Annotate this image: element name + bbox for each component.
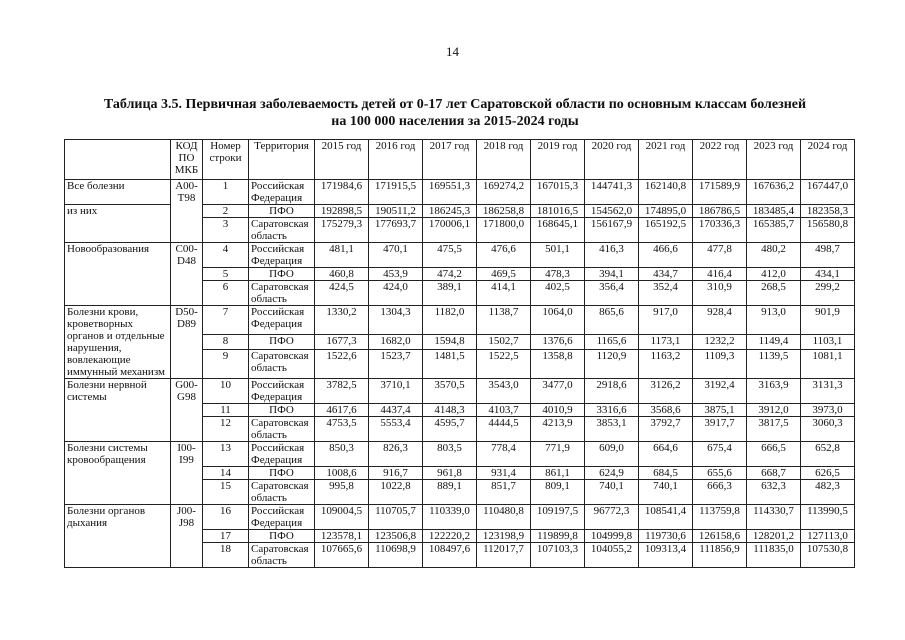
rate-value: 1304,3: [369, 306, 423, 335]
rate-value: 110480,8: [477, 505, 531, 530]
rate-value: 3568,6: [639, 404, 693, 417]
header-year: 2022 год: [693, 140, 747, 180]
rate-value: 113990,5: [801, 505, 855, 530]
rate-value: 466,6: [639, 243, 693, 268]
rate-value: 177693,7: [369, 218, 423, 243]
rate-value: 268,5: [747, 281, 801, 306]
rate-value: 186258,8: [477, 205, 531, 218]
rate-value: 112017,7: [477, 543, 531, 568]
rate-value: 684,5: [639, 467, 693, 480]
rate-value: 412,0: [747, 268, 801, 281]
rate-value: 809,1: [531, 480, 585, 505]
header-class: [65, 140, 171, 180]
row-number: 5: [203, 268, 249, 281]
rate-value: 181016,5: [531, 205, 585, 218]
rate-value: 995,8: [315, 480, 369, 505]
header-row-number: Номер строки: [203, 140, 249, 180]
disease-class-name: Болезни нервной системы: [67, 379, 147, 403]
rate-value: 111835,0: [747, 543, 801, 568]
table-row: [65, 442, 855, 467]
rate-value: 1139,5: [747, 350, 801, 379]
rate-value: 740,1: [585, 480, 639, 505]
rate-value: 154562,0: [585, 205, 639, 218]
row-number: 14: [203, 467, 249, 480]
rate-value: 1163,2: [639, 350, 693, 379]
territory-name: Российская Федерация: [249, 505, 315, 530]
rate-value: 127113,0: [801, 530, 855, 543]
territory-name: ПФО: [249, 530, 315, 543]
rate-value: 3973,0: [801, 404, 855, 417]
rate-value: 3853,1: [585, 417, 639, 442]
rate-value: 655,6: [693, 467, 747, 480]
disease-class-subnote: из них: [65, 205, 171, 243]
table-title-line-2: на 100 000 населения за 2015-2024 годы: [331, 114, 579, 129]
territory-name: Саратовская область: [249, 281, 315, 306]
rate-value: 119730,6: [639, 530, 693, 543]
rate-value: 1149,4: [747, 334, 801, 349]
rate-value: 128201,2: [747, 530, 801, 543]
rate-value: 626,5: [801, 467, 855, 480]
rate-value: 5553,4: [369, 417, 423, 442]
rate-value: 666,3: [693, 480, 747, 505]
row-number: 15: [203, 480, 249, 505]
header-territory: Территория: [249, 140, 315, 180]
rate-value: 310,9: [693, 281, 747, 306]
disease-class-cell: [65, 379, 171, 442]
disease-class-name: Все болезни: [67, 180, 125, 192]
header-year: 2018 год: [477, 140, 531, 180]
territory-name: ПФО: [249, 268, 315, 281]
rate-value: 3710,1: [369, 379, 423, 404]
rate-value: 3792,7: [639, 417, 693, 442]
table-row: [65, 379, 855, 404]
disease-class-cell: [65, 505, 171, 568]
rate-value: 609,0: [585, 442, 639, 467]
rate-value: 1522,6: [315, 350, 369, 379]
rate-value: 1522,5: [477, 350, 531, 379]
rate-value: 4444,5: [477, 417, 531, 442]
header-year: 2024 год: [801, 140, 855, 180]
disease-class-name: Болезни крови, кроветворных органов и отдельные нарушения, вовлекающие иммунный механизм: [67, 306, 165, 378]
rate-value: 826,3: [369, 442, 423, 467]
rate-value: 113759,8: [693, 505, 747, 530]
header-year: 2019 год: [531, 140, 585, 180]
rate-value: 165385,7: [747, 218, 801, 243]
rate-value: 1103,1: [801, 334, 855, 349]
table-title: [60, 96, 850, 130]
rate-value: 740,1: [639, 480, 693, 505]
rate-value: 4595,7: [423, 417, 477, 442]
rate-value: 1173,1: [639, 334, 693, 349]
rate-value: 107103,3: [531, 543, 585, 568]
territory-name: ПФО: [249, 404, 315, 417]
row-number: 8: [203, 334, 249, 349]
territory-name: Саратовская область: [249, 480, 315, 505]
rate-value: 107665,6: [315, 543, 369, 568]
rate-value: 1232,2: [693, 334, 747, 349]
rate-value: 3570,5: [423, 379, 477, 404]
territory-name: ПФО: [249, 467, 315, 480]
rate-value: 1120,9: [585, 350, 639, 379]
rate-value: 4437,4: [369, 404, 423, 417]
rate-value: 110339,0: [423, 505, 477, 530]
rate-value: 1523,7: [369, 350, 423, 379]
row-number: 4: [203, 243, 249, 268]
rate-value: 4148,3: [423, 404, 477, 417]
disease-class-cell: [65, 180, 171, 205]
row-number: 13: [203, 442, 249, 467]
rate-value: 123578,1: [315, 530, 369, 543]
rate-value: 434,1: [801, 268, 855, 281]
rate-value: 901,9: [801, 306, 855, 335]
rate-value: 652,8: [801, 442, 855, 467]
rate-value: 803,5: [423, 442, 477, 467]
rate-value: 961,8: [423, 467, 477, 480]
rate-value: 192898,5: [315, 205, 369, 218]
rate-value: 165192,5: [639, 218, 693, 243]
rate-value: 469,5: [477, 268, 531, 281]
rate-value: 1138,7: [477, 306, 531, 335]
rate-value: 3817,5: [747, 417, 801, 442]
rate-value: 107530,8: [801, 543, 855, 568]
rate-value: 424,0: [369, 281, 423, 306]
rate-value: 3163,9: [747, 379, 801, 404]
territory-name: Российская Федерация: [249, 180, 315, 205]
rate-value: 3131,3: [801, 379, 855, 404]
header-year: 2017 год: [423, 140, 477, 180]
disease-class-name: Болезни органов дыхания: [67, 505, 146, 529]
rate-value: 4213,9: [531, 417, 585, 442]
rate-value: 3477,0: [531, 379, 585, 404]
row-number: 10: [203, 379, 249, 404]
icd-code: G00-G98: [171, 379, 203, 442]
rate-value: 170006,1: [423, 218, 477, 243]
disease-class-name: Болезни системы кровообращения: [67, 442, 148, 466]
rate-value: 109004,5: [315, 505, 369, 530]
rate-value: 1358,8: [531, 350, 585, 379]
rate-value: 1165,6: [585, 334, 639, 349]
rate-value: 470,1: [369, 243, 423, 268]
rate-value: 434,7: [639, 268, 693, 281]
rate-value: 174895,0: [639, 205, 693, 218]
rate-value: 109197,5: [531, 505, 585, 530]
rate-value: 416,4: [693, 268, 747, 281]
rate-value: 3543,0: [477, 379, 531, 404]
rate-value: 402,5: [531, 281, 585, 306]
row-number: 12: [203, 417, 249, 442]
rate-value: 183485,4: [747, 205, 801, 218]
rate-value: 2918,6: [585, 379, 639, 404]
table-body: [65, 180, 855, 568]
rate-value: 110698,9: [369, 543, 423, 568]
rate-value: 114330,7: [747, 505, 801, 530]
rate-value: 169551,3: [423, 180, 477, 205]
rate-value: 3912,0: [747, 404, 801, 417]
rate-value: 666,5: [747, 442, 801, 467]
rate-value: 481,1: [315, 243, 369, 268]
rate-value: 1594,8: [423, 334, 477, 349]
rate-value: 299,2: [801, 281, 855, 306]
rate-value: 109313,4: [639, 543, 693, 568]
rate-value: 4010,9: [531, 404, 585, 417]
rate-value: 156580,8: [801, 218, 855, 243]
rate-value: 913,0: [747, 306, 801, 335]
rate-value: 170336,3: [693, 218, 747, 243]
rate-value: 1182,0: [423, 306, 477, 335]
disease-class-cell: [65, 442, 171, 505]
table-row: [65, 243, 855, 268]
territory-name: Российская Федерация: [249, 379, 315, 404]
rate-value: 104055,2: [585, 543, 639, 568]
rate-value: 171800,0: [477, 218, 531, 243]
rate-value: 156167,9: [585, 218, 639, 243]
rate-value: 1022,8: [369, 480, 423, 505]
header-year: 2020 год: [585, 140, 639, 180]
rate-value: 482,3: [801, 480, 855, 505]
icd-code: C00-D48: [171, 243, 203, 306]
territory-name: Российская Федерация: [249, 306, 315, 335]
rate-value: 475,5: [423, 243, 477, 268]
rate-value: 108541,4: [639, 505, 693, 530]
rate-value: 144741,3: [585, 180, 639, 205]
rate-value: 167636,2: [747, 180, 801, 205]
rate-value: 104999,8: [585, 530, 639, 543]
rate-value: 916,7: [369, 467, 423, 480]
disease-class-name: Новообразования: [67, 243, 150, 255]
row-number: 6: [203, 281, 249, 306]
rate-value: 3875,1: [693, 404, 747, 417]
rate-value: 3060,3: [801, 417, 855, 442]
rate-value: 4103,7: [477, 404, 531, 417]
rate-value: 675,4: [693, 442, 747, 467]
rate-value: 1109,3: [693, 350, 747, 379]
territory-name: Саратовская область: [249, 218, 315, 243]
icd-code: J00-J98: [171, 505, 203, 568]
rate-value: 175279,3: [315, 218, 369, 243]
rate-value: 851,7: [477, 480, 531, 505]
rate-value: 122220,2: [423, 530, 477, 543]
rate-value: 1008,6: [315, 467, 369, 480]
rate-value: 917,0: [639, 306, 693, 335]
header-year: 2015 год: [315, 140, 369, 180]
rate-value: 123198,9: [477, 530, 531, 543]
rate-value: 1682,0: [369, 334, 423, 349]
rate-value: 1502,7: [477, 334, 531, 349]
rate-value: 478,3: [531, 268, 585, 281]
table-title-line-1: Таблица 3.5. Первичная заболеваемость детей от 0-17 лет Саратовской области по основным классам болезней: [103, 97, 807, 112]
rate-value: 394,1: [585, 268, 639, 281]
row-number: 9: [203, 350, 249, 379]
rate-value: 477,8: [693, 243, 747, 268]
header-code: КОД ПО МКБ: [171, 140, 203, 180]
header-year: 2023 год: [747, 140, 801, 180]
rate-value: 162140,8: [639, 180, 693, 205]
table-row: [65, 180, 855, 205]
rate-value: 389,1: [423, 281, 477, 306]
header-year: 2021 год: [639, 140, 693, 180]
rate-value: 123506,8: [369, 530, 423, 543]
rate-value: 352,4: [639, 281, 693, 306]
rate-value: 476,6: [477, 243, 531, 268]
table-row: [65, 505, 855, 530]
rate-value: 111856,9: [693, 543, 747, 568]
row-number: 3: [203, 218, 249, 243]
rate-value: 169274,2: [477, 180, 531, 205]
rate-value: 889,1: [423, 480, 477, 505]
rate-value: 480,2: [747, 243, 801, 268]
rate-value: 3126,2: [639, 379, 693, 404]
rate-value: 931,4: [477, 467, 531, 480]
table-row: [65, 306, 855, 335]
header-year: 2016 год: [369, 140, 423, 180]
row-number: 18: [203, 543, 249, 568]
row-number: 11: [203, 404, 249, 417]
rate-value: 186786,5: [693, 205, 747, 218]
rate-value: 424,5: [315, 281, 369, 306]
rate-value: 171915,5: [369, 180, 423, 205]
rate-value: 96772,3: [585, 505, 639, 530]
rate-value: 460,8: [315, 268, 369, 281]
rate-value: 171984,6: [315, 180, 369, 205]
rate-value: 356,4: [585, 281, 639, 306]
row-number: 2: [203, 205, 249, 218]
icd-code: D50-D89: [171, 306, 203, 379]
rate-value: 453,9: [369, 268, 423, 281]
rate-value: 3316,6: [585, 404, 639, 417]
rate-value: 171589,9: [693, 180, 747, 205]
rate-value: 632,3: [747, 480, 801, 505]
territory-name: Саратовская область: [249, 543, 315, 568]
rate-value: 168645,1: [531, 218, 585, 243]
rate-value: 414,1: [477, 281, 531, 306]
disease-class-cell: [65, 243, 171, 306]
territory-name: Российская Федерация: [249, 442, 315, 467]
rate-value: 861,1: [531, 467, 585, 480]
rate-value: 3782,5: [315, 379, 369, 404]
rate-value: 501,1: [531, 243, 585, 268]
rate-value: 850,3: [315, 442, 369, 467]
territory-name: Саратовская область: [249, 350, 315, 379]
rate-value: 182358,3: [801, 205, 855, 218]
rate-value: 4753,5: [315, 417, 369, 442]
row-number: 17: [203, 530, 249, 543]
rate-value: 186245,3: [423, 205, 477, 218]
rate-value: 126158,6: [693, 530, 747, 543]
row-number: 7: [203, 306, 249, 335]
page-number: 14: [446, 44, 459, 59]
rate-value: 771,9: [531, 442, 585, 467]
rate-value: 498,7: [801, 243, 855, 268]
rate-value: 1481,5: [423, 350, 477, 379]
disease-class-cell: [65, 306, 171, 379]
rate-value: 4617,6: [315, 404, 369, 417]
rate-value: 416,3: [585, 243, 639, 268]
rate-value: 3917,7: [693, 417, 747, 442]
rate-value: 167447,0: [801, 180, 855, 205]
table-header-row: [65, 140, 855, 180]
row-number: 16: [203, 505, 249, 530]
rate-value: 119899,8: [531, 530, 585, 543]
rate-value: 167015,3: [531, 180, 585, 205]
rate-value: 928,4: [693, 306, 747, 335]
rate-value: 778,4: [477, 442, 531, 467]
rate-value: 664,6: [639, 442, 693, 467]
rate-value: 624,9: [585, 467, 639, 480]
rate-value: 3192,4: [693, 379, 747, 404]
icd-code: A00-T98: [171, 180, 203, 243]
icd-code: I00-I99: [171, 442, 203, 505]
rate-value: 1081,1: [801, 350, 855, 379]
territory-name: Саратовская область: [249, 417, 315, 442]
rate-value: 1330,2: [315, 306, 369, 335]
rate-value: 110705,7: [369, 505, 423, 530]
rate-value: 1376,6: [531, 334, 585, 349]
morbidity-table: [64, 139, 855, 568]
territory-name: ПФО: [249, 205, 315, 218]
rate-value: 108497,6: [423, 543, 477, 568]
rate-value: 1064,0: [531, 306, 585, 335]
rate-value: 1677,3: [315, 334, 369, 349]
rate-value: 190511,2: [369, 205, 423, 218]
rate-value: 668,7: [747, 467, 801, 480]
territory-name: ПФО: [249, 334, 315, 349]
row-number: 1: [203, 180, 249, 205]
rate-value: 865,6: [585, 306, 639, 335]
territory-name: Российская Федерация: [249, 243, 315, 268]
rate-value: 474,2: [423, 268, 477, 281]
